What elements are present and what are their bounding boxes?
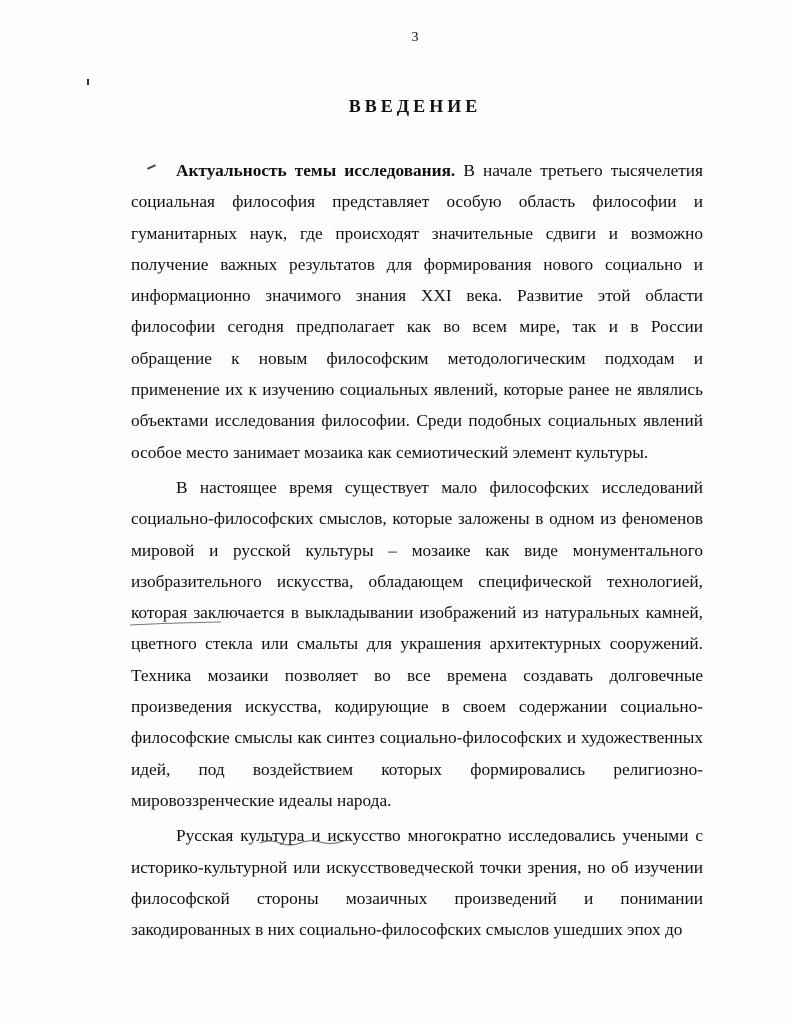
page-number: 3 (411, 30, 419, 45)
pencil-wavy-underline (258, 837, 353, 847)
pencil-underline (128, 621, 223, 627)
scan-mark (87, 79, 89, 85)
section-heading: ВВЕДЕНИЕ (348, 96, 482, 116)
body-text (131, 155, 703, 945)
paragraph-text: В начале третьего тысячелетия социальная философия представляет особую область философии и гуманитарных наук, где происходят значительные сдвиги и возможно получение важных результатов для формирования нового социально и информационно значимого знания XXI века. Развитие этой области философии сегодня предполагает как во всем мире, так и в России обращение к новым философским методологическим подходам и применение их к изучению социальных явлений, которые ранее не являлись объектами исследования философии. Среди подобных социальных явлений особое место занимает мозаика как семиотический элемент культуры. (131, 161, 703, 462)
paragraph-mosaic (131, 472, 703, 816)
paragraph-relevance (131, 155, 703, 468)
paragraph-text: Русская культура и искусство многократно исследовались учеными с историко-культурной или искусствоведческой точки зрения, но об изучении философской стороны мозаичных произведений и понимании закодированных в них социально-философских смыслов ушедших эпох до (131, 826, 703, 940)
paragraph-text: В настоящее время существует мало философских исследований социально-философских смыслов, которые заложены в одном из феноменов мировой и русской культуры – мозаике как виде монументального изобразительного искусства, обладающем специфической технологией, которая заключается в выкладывании изображений из натуральных камней, цветного стекла или смальты для украшения архитектурных сооружений. Техника мозаики позволяет во все времена создавать долговечные произведения искусства, кодирующие в своем содержании социально-философские смыслы как синтез социально-философских и художественных идей, под воздействием которых формировались религиозно-мировоззренческие идеалы народа. (131, 477, 703, 810)
paragraph-lead: Актуальность темы исследования. (176, 161, 456, 180)
paragraph-russian-culture (131, 820, 703, 945)
